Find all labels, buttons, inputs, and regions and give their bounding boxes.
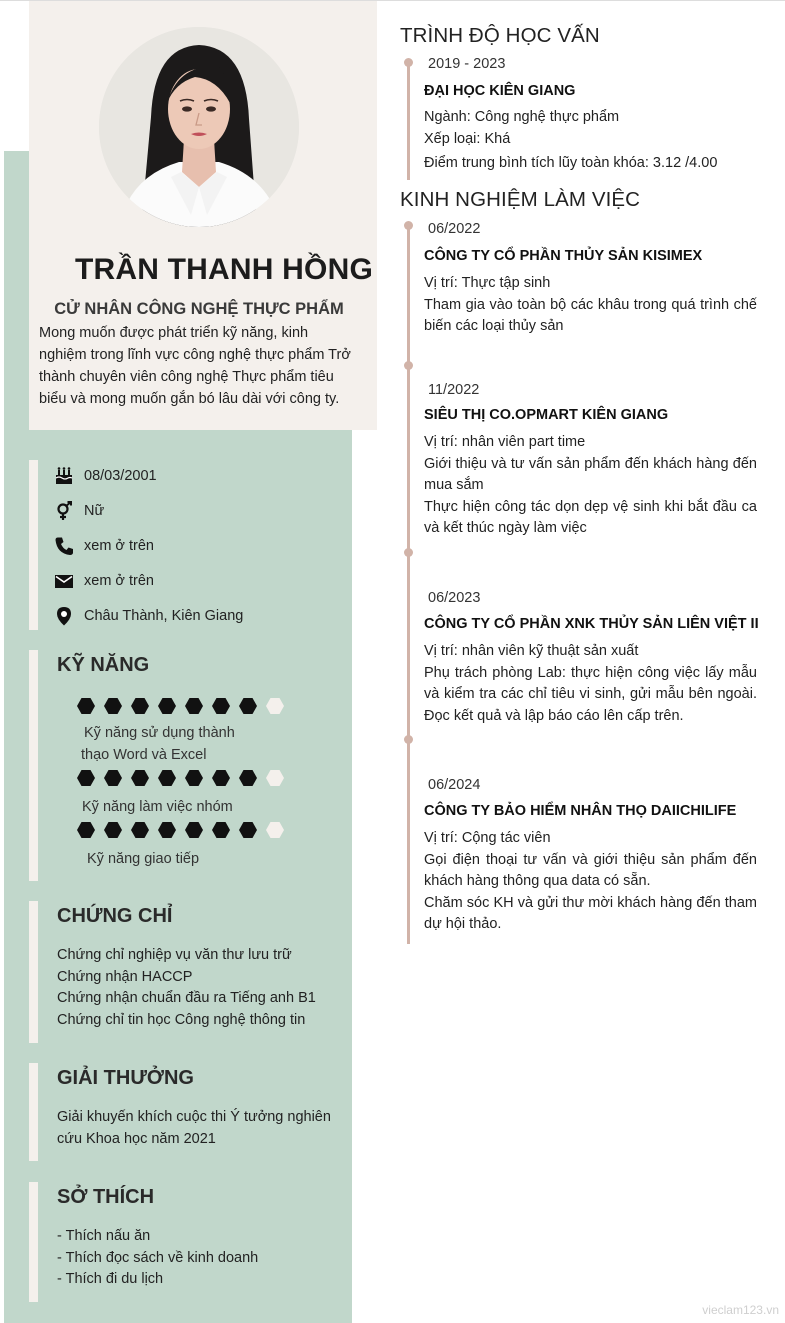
rating-hex-filled xyxy=(212,698,230,714)
hobbies-heading: SỞ THÍCH xyxy=(57,1186,155,1208)
awards-section-bar xyxy=(29,1063,38,1161)
education-line: Điểm trung bình tích lũy toàn khóa: 3.12 /4.00 xyxy=(424,155,718,171)
job-description: Giới thiệu và tư vấn sản phẩm đến khách hàng đến mua sắm xyxy=(424,455,757,493)
address-value: Châu Thành, Kiên Giang xyxy=(84,608,244,624)
rating-hex-filled xyxy=(158,822,176,838)
rating-hex-empty xyxy=(266,698,284,714)
hobbies-section-bar xyxy=(29,1182,38,1302)
birthday-row xyxy=(54,466,157,486)
rating-hex-empty xyxy=(266,822,284,838)
rating-hex-filled xyxy=(185,770,203,786)
rating-hex-filled xyxy=(104,822,122,838)
job-details xyxy=(424,273,757,338)
address-row xyxy=(54,606,243,626)
job-position: Vị trí: nhân viên part time xyxy=(424,434,586,450)
gender-icon xyxy=(54,501,74,521)
certificate-item: Chứng nhận chuẩn đầu ra Tiếng anh B1 xyxy=(57,990,316,1006)
birthday-value: 08/03/2001 xyxy=(84,468,157,484)
rating-hex-filled xyxy=(77,770,95,786)
job-description: Thực hiện công tác dọn dẹp vệ sinh khi bắt đầu ca và kết thúc ngày làm việc xyxy=(424,498,757,536)
skill-label: Kỹ năng giao tiếp xyxy=(87,851,200,867)
school-name: ĐẠI HỌC KIÊN GIANG xyxy=(424,83,576,99)
job-details xyxy=(424,432,757,540)
cake-icon xyxy=(54,466,74,486)
certificate-item: Chứng chỉ nghiệp vụ văn thư lưu trữ xyxy=(57,947,292,963)
phone-value: xem ở trên xyxy=(84,538,154,554)
skills-heading: KỸ NĂNG xyxy=(57,654,150,676)
rating-hex-filled xyxy=(104,770,122,786)
timeline-dot xyxy=(404,221,413,230)
rating-hex-filled xyxy=(212,822,230,838)
skill-rating-row xyxy=(77,770,284,786)
job-details xyxy=(424,641,757,727)
rating-hex-empty xyxy=(266,770,284,786)
rating-hex-filled xyxy=(131,770,149,786)
job-details xyxy=(424,828,757,936)
education-period: 2019 - 2023 xyxy=(428,56,506,72)
company-name: CÔNG TY CỔ PHẦN THỦY SẢN KISIMEX xyxy=(424,248,703,264)
skill-rating-row xyxy=(77,822,284,838)
certificate-item: Chứng nhận HACCP xyxy=(57,968,193,985)
awards-heading: GIẢI THƯỞNG xyxy=(57,1067,194,1089)
rating-hex-filled xyxy=(239,770,257,786)
job-date: 06/2022 xyxy=(428,221,481,237)
timeline-dot xyxy=(404,735,413,744)
job-description: Phụ trách phòng Lab: thực hiện công việc lấy mẫu và kiểm tra các chỉ tiêu vi sinh, gửi mẫu bên ngoài. Đọc kết quả và lập báo cáo lên cấp trên. xyxy=(424,664,757,724)
rating-hex-filled xyxy=(77,698,95,714)
rating-hex-filled xyxy=(212,770,230,786)
job-description: Tham gia vào toàn bộ các khâu trong quá trình chế biến các loại thủy sản xyxy=(424,296,757,334)
career-objective: Mong muốn được phát triển kỹ năng, kinh nghiệm trong lĩnh vực công nghệ thực phẩm Trở thành chuyên viên công nghệ Thực phẩm tiêu biểu và mong muốn gắn bó lâu dài với công ty. xyxy=(39,325,351,407)
phone-row xyxy=(54,536,154,556)
job-date: 11/2022 xyxy=(428,382,480,398)
job-position: Vị trí: Thực tập sinh xyxy=(424,275,551,291)
avatar xyxy=(99,27,299,227)
hobbies-list xyxy=(57,1226,337,1291)
education-line: Xếp loại: Khá xyxy=(424,130,511,147)
job-title: CỬ NHÂN CÔNG NGHỆ THỰC PHẨM xyxy=(54,300,344,318)
rating-hex-filled xyxy=(104,698,122,714)
education-details xyxy=(424,107,757,175)
email-value: xem ở trên xyxy=(84,573,154,589)
job-position: Vị trí: nhân viên kỹ thuật sản xuất xyxy=(424,643,639,659)
skill-rating-row xyxy=(77,698,284,714)
gender-row xyxy=(54,501,104,521)
hobby-item: - Thích nấu ăn xyxy=(57,1228,151,1244)
certificates-section-bar xyxy=(29,901,38,1043)
job-position: Vị trí: Cộng tác viên xyxy=(424,830,551,846)
rating-hex-filled xyxy=(158,770,176,786)
timeline-dot xyxy=(404,548,413,557)
watermark: vieclam123.vn xyxy=(702,1303,779,1317)
rating-hex-filled xyxy=(239,698,257,714)
company-name: CÔNG TY BẢO HIỂM NHÂN THỌ DAIICHILIFE xyxy=(424,803,737,819)
rating-hex-filled xyxy=(185,698,203,714)
mail-icon xyxy=(54,571,74,591)
job-date: 06/2023 xyxy=(428,590,481,606)
timeline-dot xyxy=(404,361,413,370)
education-line: Ngành: Công nghệ thực phẩm xyxy=(424,109,620,125)
timeline-dot xyxy=(404,58,413,67)
phone-icon xyxy=(54,536,74,556)
job-description: Chăm sóc KH và gửi thư mời khách hàng đến tham dự hội thảo. xyxy=(424,894,757,932)
rating-hex-filled xyxy=(131,698,149,714)
education-timeline xyxy=(407,62,410,180)
rating-hex-filled xyxy=(239,822,257,838)
skills-section-bar xyxy=(29,650,38,881)
location-pin-icon xyxy=(54,606,74,626)
certificate-item: Chứng chỉ tin học Công nghệ thông tin xyxy=(57,1011,306,1028)
gender-value: Nữ xyxy=(84,503,105,519)
contact-section-bar xyxy=(29,460,38,630)
rating-hex-filled xyxy=(131,822,149,838)
rating-hex-filled xyxy=(158,698,176,714)
company-name: CÔNG TY CỔ PHẦN XNK THỦY SẢN LIÊN VIỆT II xyxy=(424,616,759,632)
hobby-item: - Thích đi du lịch xyxy=(57,1271,164,1287)
certificates-heading: CHỨNG CHỈ xyxy=(57,905,173,927)
email-row xyxy=(54,571,154,591)
rating-hex-filled xyxy=(77,822,95,838)
skill-label: Kỹ năng làm việc nhóm xyxy=(82,799,233,815)
candidate-name: TRẦN THANH HỒNG xyxy=(75,253,373,286)
rating-hex-filled xyxy=(185,822,203,838)
education-heading: TRÌNH ĐỘ HỌC VẤN xyxy=(400,24,600,47)
job-date: 06/2024 xyxy=(428,777,481,793)
award-text: Giải khuyến khích cuộc thi Ý tưởng nghiên cứu Khoa học năm 2021 xyxy=(57,1109,331,1147)
skill-label: Kỹ năng sử dụng thành thạo Word và Excel xyxy=(81,725,235,763)
experience-timeline xyxy=(407,226,410,944)
hobby-item: - Thích đọc sách về kinh doanh xyxy=(57,1249,259,1266)
certificates-list xyxy=(57,945,337,1031)
job-description: Gọi điện thoại tư vấn và giới thiệu sản phẩm đến khách hàng thông qua data có sẵn. xyxy=(424,851,757,889)
experience-heading: KINH NGHIỆM LÀM VIỆC xyxy=(400,188,641,211)
company-name: SIÊU THỊ CO.OPMART KIÊN GIANG xyxy=(424,407,669,423)
